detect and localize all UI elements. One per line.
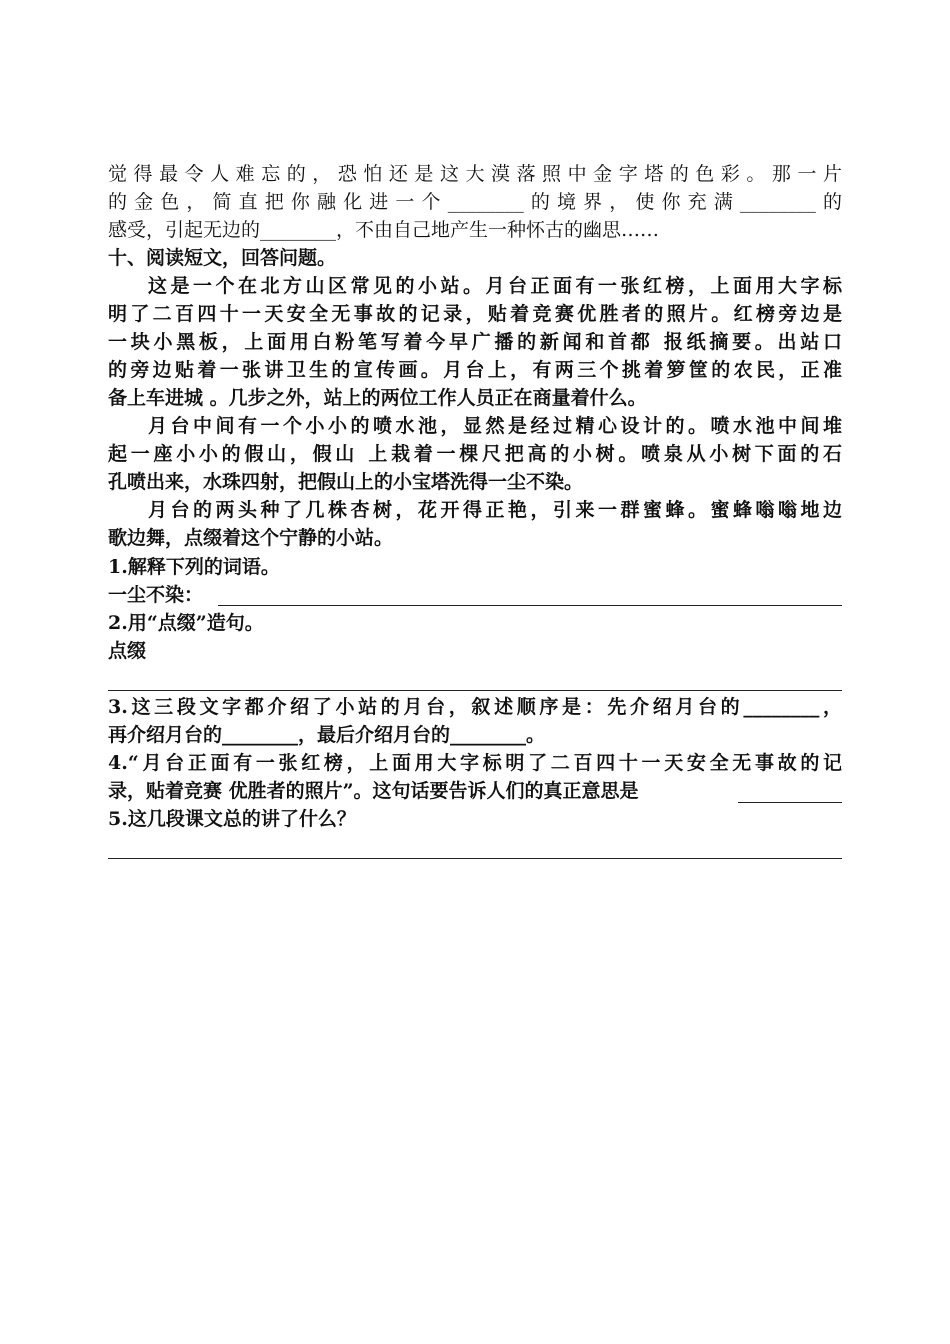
- reading-p1-line-1: 这是一个在北方山区常见的小站。月台正面有一张红榜，上面用大字标: [148, 275, 842, 297]
- question-4-line-2: [108, 776, 842, 806]
- passage-end-line-2: 的金色，简直把你融化进一个________的境界，使你充满________的: [108, 191, 842, 213]
- question-3-line-1: 3.这三段文字都介绍了小站的月台，叙述顺序是：先介绍月台的________，: [108, 696, 842, 718]
- answer-line-q1: [218, 605, 842, 606]
- reading-p3-line-1: 月台的两头种了几株杏树，花开得正艳，引来一群蜜蜂。蜜蜂嗡嗡地边: [148, 499, 842, 521]
- answer-line-q2: [108, 690, 842, 691]
- question-1: 1.解释下列的词语。: [108, 556, 280, 578]
- reading-p2-line-3: 孔喷出来，水珠四射，把假山上的小宝塔洗得一尘不染。: [108, 471, 584, 493]
- reading-p1-line-4: 的旁边贴着一张讲卫生的宣传画。月台上，有两三个挑着箩筐的农民，正准: [108, 359, 842, 381]
- reading-p1-line-3: 一块小黑板，上面用白粉笔写着今早广播的新闻和首都 报纸摘要。出站口: [108, 331, 842, 353]
- answer-line-q4: [738, 802, 842, 803]
- question-4-line-1: 4.“月台正面有一张红榜，上面用大字标明了二百四十一天安全无事故的记: [108, 752, 842, 774]
- question-2: 2.用“点缀”造句。: [108, 612, 264, 634]
- passage-end-line-1: 觉得最令人难忘的，恐怕还是这大漠落照中金字塔的色彩。那一片: [108, 163, 842, 185]
- answer-line-q5: [108, 858, 842, 859]
- passage-end-line-3: 感受，引起无边的________，不由自己地产生一种怀古的幽思……: [108, 219, 660, 241]
- reading-p3-line-2: 歌边舞，点缀着这个宁静的小站。: [108, 527, 394, 549]
- question-1-term: 一尘不染：: [108, 584, 204, 606]
- question-4-line-2-text: 录，贴着竞赛 优胜者的照片”。这句话要告诉人们的真正意思是: [108, 780, 639, 802]
- reading-p1-line-5: 备上车进城 。几步之外，站上的两位工作人员正在商量着什么。: [108, 387, 647, 409]
- question-5: 5.这几段课文总的讲了什么？: [108, 808, 356, 830]
- question-3-line-2: 再介绍月台的________，最后介绍月台的________。: [108, 724, 546, 746]
- reading-p2-line-2: 起一座小小的假山，假山 上栽着一棵尺把高的小树。喷泉从小树下面的石: [108, 443, 842, 465]
- question-2-term: 点缀: [108, 640, 147, 662]
- section-title: 十、阅读短文，回答问题。: [108, 247, 337, 269]
- reading-p2-line-1: 月台中间有一个小小的喷水池，显然是经过精心设计的。喷水池中间堆: [148, 415, 842, 437]
- reading-p1-line-2: 明了二百四十一天安全无事故的记录，贴着竞赛优胜者的照片。红榜旁边是: [108, 303, 842, 325]
